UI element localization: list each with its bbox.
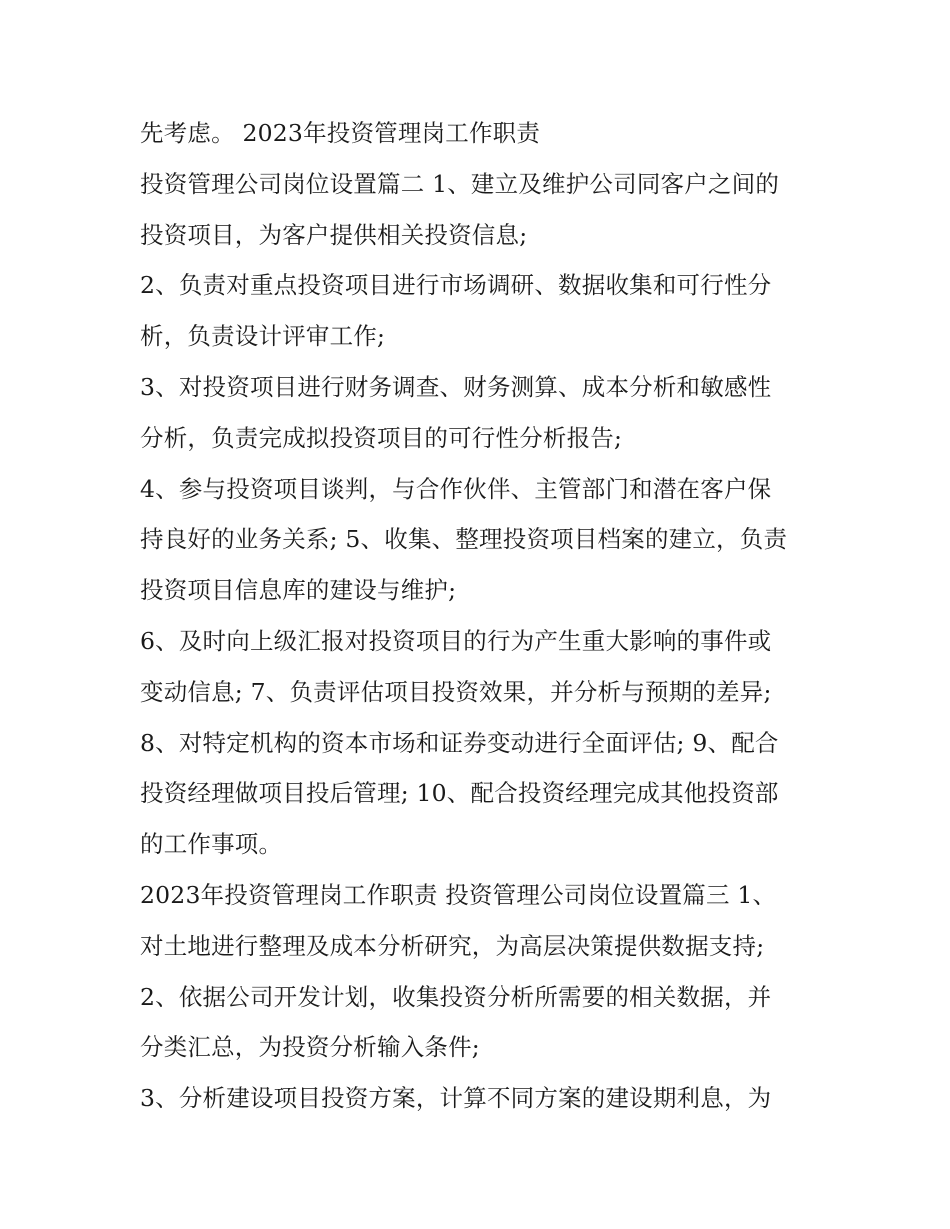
text-line: 分类汇总，为投资分析输入条件; bbox=[140, 1033, 480, 1062]
text-line: 2、负责对重点投资项目进行市场调研、数据收集和可行性分 bbox=[140, 271, 772, 300]
text-line: 分析，负责完成拟投资项目的可行性分析报告; bbox=[140, 423, 623, 452]
text-line: 对土地进行整理及成本分析研究，为高层决策提供数据支持; bbox=[140, 931, 765, 960]
document-body bbox=[140, 108, 820, 1124]
text-line: 2、依据公司开发计划，收集投资分析所需要的相关数据，并 bbox=[140, 982, 772, 1011]
text-line: 8、对特定机构的资本市场和证券变动进行全面评估; 9、配合 bbox=[140, 728, 779, 757]
text-line: 的工作事项。 bbox=[140, 830, 283, 859]
text-line: 投资项目信息库的建设与维护; bbox=[140, 576, 457, 605]
text-line: 析，负责设计评审工作; bbox=[140, 322, 386, 351]
text-line: 2023年投资管理岗工作职责 投资管理公司岗位设置篇三 1、 bbox=[140, 880, 777, 909]
text-line: 投资管理公司岗位设置篇二 1、建立及维护公司同客户之间的 bbox=[140, 169, 780, 198]
text-line: 持良好的业务关系; 5、收集、整理投资项目档案的建立，负责 bbox=[140, 525, 788, 554]
text-line: 投资项目，为客户提供相关投资信息; bbox=[140, 220, 528, 249]
text-line: 6、及时向上级汇报对投资项目的行为产生重大影响的事件或 bbox=[140, 626, 772, 655]
text-line: 先考虑。 2023年投资管理岗工作职责 bbox=[140, 119, 541, 147]
text-line: 4、参与投资项目谈判，与合作伙伴、主管部门和潜在客户保 bbox=[140, 474, 772, 503]
text-line: 3、分析建设项目投资方案，计算不同方案的建设期利息，为 bbox=[140, 1084, 772, 1113]
text-line: 3、对投资项目进行财务调查、财务测算、成本分析和敏感性 bbox=[140, 372, 772, 401]
text-line: 变动信息; 7、负责评估项目投资效果，并分析与预期的差异; bbox=[140, 677, 772, 706]
text-line: 投资经理做项目投后管理; 10、配合投资经理完成其他投资部 bbox=[140, 779, 779, 808]
